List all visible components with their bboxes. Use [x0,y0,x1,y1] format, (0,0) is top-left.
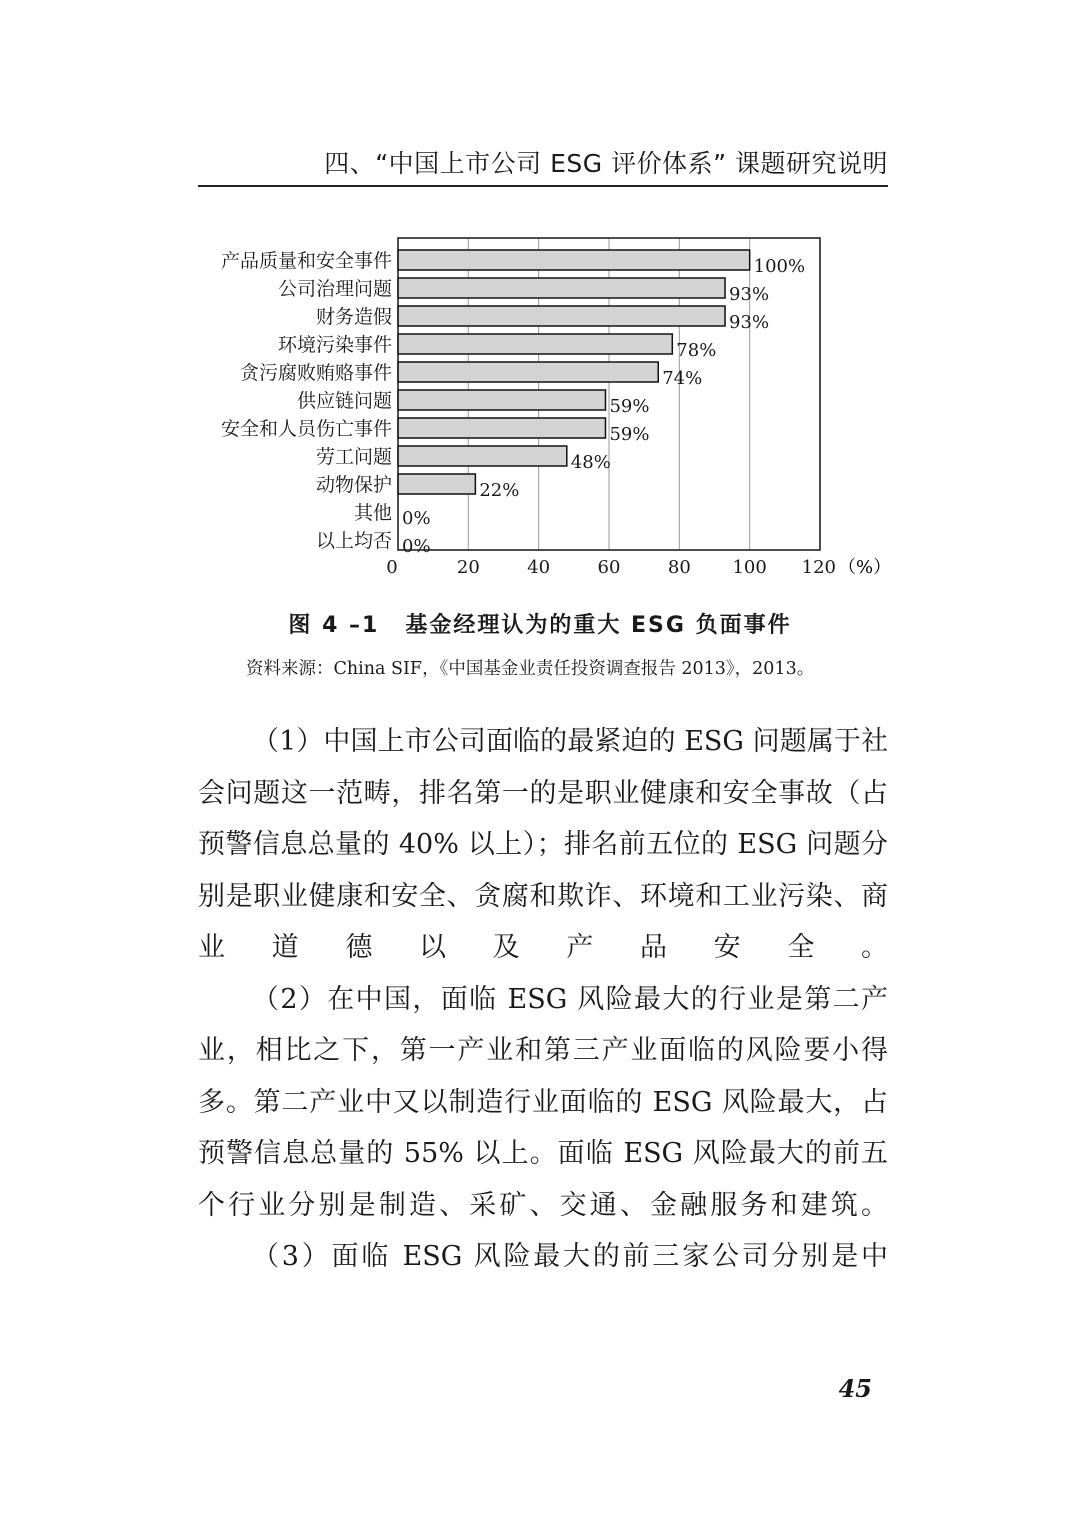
x-tick-60: 60 [597,557,621,578]
paragraph-3: （3）面临 ESG 风险最大的前三家公司分别是中 [252,1241,888,1272]
category-label-7: 安全和人员伤亡事件 [220,418,392,440]
bar-3 [398,306,725,326]
value-label-9: 22% [479,480,520,501]
esg-negative-events-bar-chart [190,228,900,588]
category-label-4: 环境污染事件 [277,334,392,356]
value-label-4: 78% [676,340,717,361]
category-label-8: 劳工问题 [315,446,392,468]
value-label-5: 74% [662,368,703,389]
x-tick-80: 80 [667,557,691,578]
x-tick-100: 100 [732,557,767,578]
running-header: 四、“中国上市公司 ESG 评价体系” 课题研究说明 [324,149,888,178]
x-tick-120: 120 [801,557,836,578]
value-label-6: 59% [609,396,650,417]
bar-7 [398,418,605,438]
x-tick-20: 20 [456,557,480,578]
category-label-3: 财务造假 [315,306,392,328]
value-label-10: 0% [402,508,431,529]
paragraph-1: （1）中国上市公司面临的最紧迫的 ESG 问题属于社会问题这一范畴，排名第一的是职业健康和安全事故（占预警信息总量的 40% 以上）；排名前五位的 ESG 问题分别是职业健康和安全、贪腐和欺诈、环境和工业污染、商业道德以及产品安全。 [198,726,888,963]
value-label-7: 59% [609,424,650,445]
category-label-6: 供应链问题 [296,390,392,412]
x-tick-0: 0 [386,557,398,578]
x-axis-unit: （%） [838,557,892,578]
value-label-2: 93% [729,284,770,305]
page-number: 45 [838,1374,872,1403]
category-label-1: 产品质量和安全事件 [220,250,392,272]
header-rule [198,185,888,187]
body-text [198,716,888,1283]
figure-caption [0,608,1080,639]
bar-6 [398,390,605,410]
x-tick-40: 40 [527,557,551,578]
bar-8 [398,446,567,466]
bar-9 [398,474,475,494]
paragraph-2: （2）在中国，面临 ESG 风险最大的行业是第二产业，相比之下，第一产业和第三产业面临的风险要小得多。第二产业中又以制造行业面临的 ESG 风险最大，占预警信息总量的 55% 以上。面临 ESG 风险最大的前五个行业分别是制造、采矿、交通、金融服务和建筑。 [198,983,888,1221]
category-label-10: 其他 [353,502,392,524]
value-label-3: 93% [729,312,770,333]
category-label-5: 贪污腐败贿赂事件 [239,362,392,384]
value-label-11: 0% [402,536,431,557]
category-labels [221,250,392,552]
x-tick-labels [386,557,836,578]
bar-5 [398,362,658,382]
figure-source: 资料来源：China SIF，《中国基金业责任投资调查报告 2013》，2013。 [246,659,815,679]
value-label-8: 48% [570,452,611,473]
bar-1 [398,250,750,270]
category-label-11: 以上均否 [315,530,392,552]
bar-4 [398,334,672,354]
figure-number: 图 4 –1 [288,613,380,638]
bar-2 [398,278,725,298]
category-label-9: 动物保护 [315,474,392,496]
figure-title: 基金经理认为的重大 ESG 负面事件 [405,613,792,638]
category-label-2: 公司治理问题 [277,278,392,300]
value-label-1: 100% [753,256,806,277]
